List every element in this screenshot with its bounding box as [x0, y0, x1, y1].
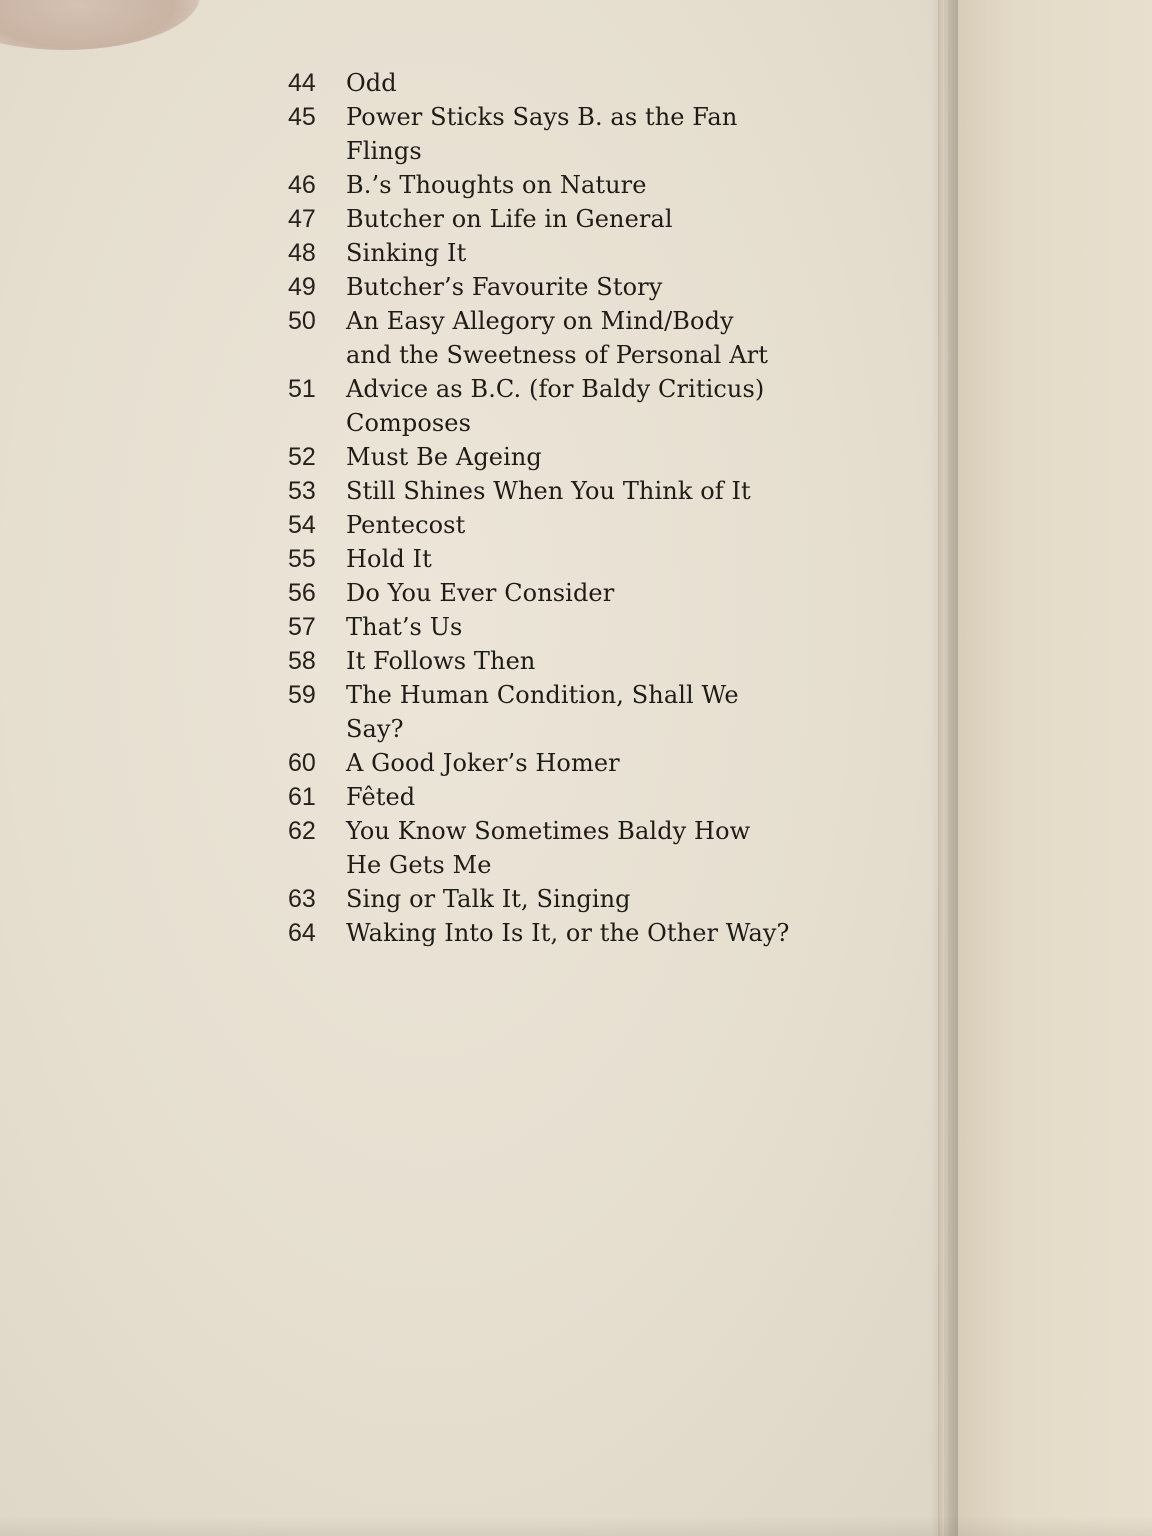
entry-title-line: and the Sweetness of Personal Art: [346, 341, 768, 369]
entry-title-line: The Human Condition, Shall We: [346, 681, 739, 709]
entry-title: [346, 644, 535, 678]
entry-number: 59: [288, 681, 316, 709]
entry-title-line: Sing or Talk It, Singing: [346, 885, 631, 913]
entry-number: 57: [288, 613, 316, 641]
entry-number: 49: [288, 273, 316, 301]
contents-entry: [288, 746, 848, 780]
entry-number: 60: [288, 749, 316, 777]
entry-title: [346, 576, 614, 610]
entry-title-line: Fêted: [346, 783, 416, 811]
entry-title-line: Do You Ever Consider: [346, 579, 615, 607]
contents-entry: [288, 474, 848, 508]
entry-number: 48: [288, 239, 316, 267]
contents-entry: [288, 304, 848, 372]
contents-entry: [288, 678, 848, 746]
entry-title-line: You Know Sometimes Baldy How: [346, 817, 751, 845]
entry-number: 64: [288, 919, 316, 947]
entry-number: 51: [288, 375, 316, 403]
entry-title-line: Sinking It: [346, 239, 467, 267]
entry-title: [346, 202, 673, 236]
entry-title-line: A Good Joker’s Homer: [346, 749, 620, 777]
contents-entry: [288, 780, 848, 814]
entry-number: 53: [288, 477, 316, 505]
entry-title: [346, 440, 542, 474]
entry-title-line: He Gets Me: [346, 851, 492, 879]
entry-title: [346, 780, 415, 814]
entry-title-line: Composes: [346, 409, 472, 437]
contents-entry: [288, 270, 848, 304]
contents-entry: [288, 372, 848, 440]
entry-title: [346, 882, 631, 916]
entry-number: 47: [288, 205, 316, 233]
contents-entry: [288, 814, 848, 882]
entry-number: 52: [288, 443, 316, 471]
entry-title: [346, 270, 662, 304]
entry-title-line: Hold It: [346, 545, 432, 573]
entry-title: [346, 168, 647, 202]
contents-entry: [288, 644, 848, 678]
contents-entry: [288, 508, 848, 542]
entry-title-line: Advice as B.C. (for Baldy Criticus): [346, 375, 765, 403]
entry-number: 54: [288, 511, 316, 539]
contents-entry: [288, 542, 848, 576]
entry-title-line: B.’s Thoughts on Nature: [346, 171, 647, 199]
entry-title: [346, 304, 768, 372]
contents-entry: [288, 916, 848, 950]
entry-title-line: Pentecost: [346, 511, 466, 539]
entry-title-line: Waking Into Is It, or the Other Way?: [346, 919, 790, 947]
adjacent-page: [958, 0, 1152, 1536]
entry-title: [346, 236, 466, 270]
entry-title-line: Say?: [346, 715, 404, 743]
entry-title: [346, 916, 790, 950]
entry-title-line: Butcher’s Favourite Story: [346, 273, 663, 301]
contents-entry: [288, 100, 848, 168]
contents-entry: [288, 236, 848, 270]
entry-number: 45: [288, 103, 316, 131]
entry-title: [346, 678, 739, 746]
bottom-shadow: [0, 1516, 1152, 1536]
entry-number: 50: [288, 307, 316, 335]
contents-entry: [288, 66, 848, 100]
contents-entry: [288, 168, 848, 202]
entry-title: [346, 814, 750, 882]
entry-title-line: Must Be Ageing: [346, 443, 542, 471]
entry-title: [346, 508, 465, 542]
entry-number: 46: [288, 171, 316, 199]
entry-title-line: Still Shines When You Think of It: [346, 477, 751, 505]
entry-title-line: Butcher on Life in General: [346, 205, 673, 233]
entry-title: [346, 66, 397, 100]
entry-number: 61: [288, 783, 316, 811]
contents-entry: [288, 576, 848, 610]
gutter-shadow: [930, 0, 958, 1536]
entry-title: [346, 746, 620, 780]
contents-list: [288, 66, 848, 950]
entry-title: [346, 542, 432, 576]
entry-number: 63: [288, 885, 316, 913]
contents-entry: [288, 440, 848, 474]
entry-title: [346, 372, 764, 440]
entry-number: 55: [288, 545, 316, 573]
entry-number: 58: [288, 647, 316, 675]
entry-title-line: Flings: [346, 137, 422, 165]
contents-entry: [288, 610, 848, 644]
entry-title-line: That’s Us: [346, 613, 463, 641]
entry-number: 56: [288, 579, 316, 607]
entry-title-line: Odd: [346, 69, 397, 97]
entry-number: 62: [288, 817, 316, 845]
entry-title: [346, 100, 737, 168]
contents-entry: [288, 202, 848, 236]
entry-title-line: An Easy Allegory on Mind/Body: [346, 307, 734, 335]
entry-title: [346, 474, 751, 508]
entry-number: 44: [288, 69, 316, 97]
entry-title-line: It Follows Then: [346, 647, 536, 675]
entry-title-line: Power Sticks Says B. as the Fan: [346, 103, 738, 131]
contents-entry: [288, 882, 848, 916]
entry-title: [346, 610, 462, 644]
